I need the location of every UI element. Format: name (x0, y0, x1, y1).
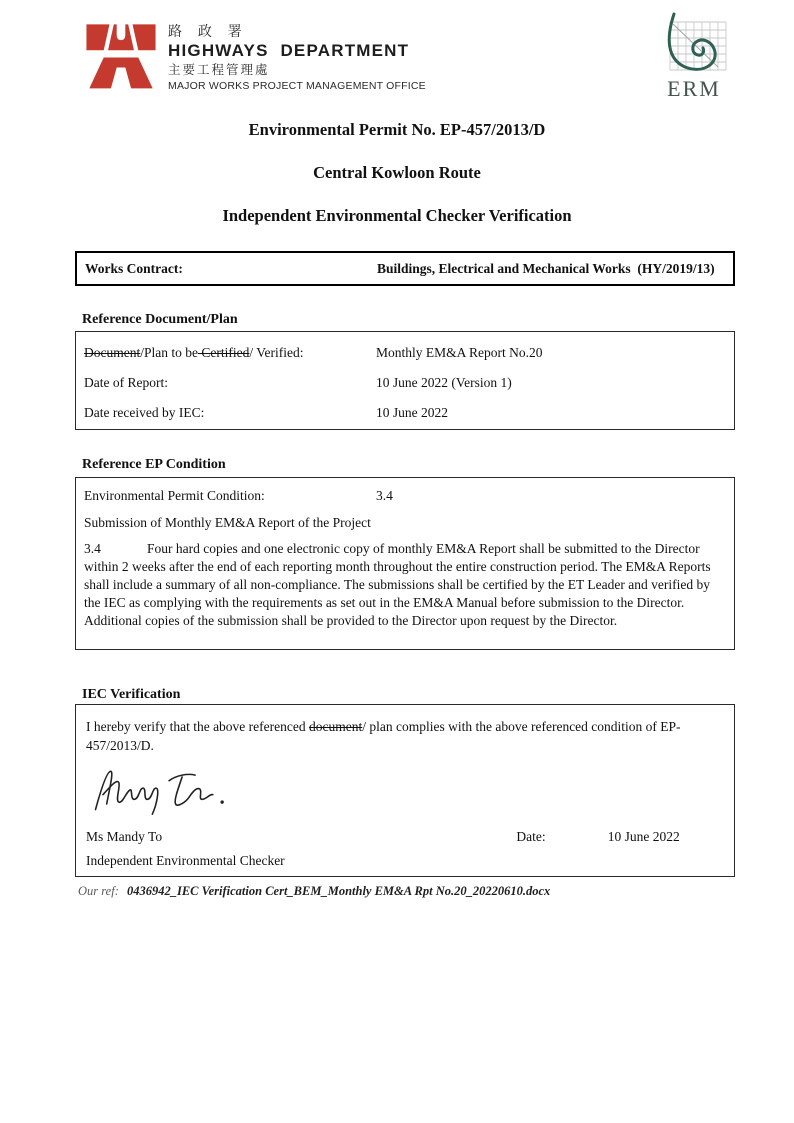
date-value: 10 June 2022 (607, 829, 680, 844)
hyd-english-name: HIGHWAYS DEPARTMENT (168, 41, 410, 60)
iec-statement (86, 717, 724, 755)
clause-text: Four hard copies and one electronic copy of monthly EM&A Report shall be submitted to the Director within 2 weeks after the end of each reporting month throughout the entire construction period. The EM&A Reports shall include a summary of all non-compliance. The submissions shall be certified by the ET Leader and verified by the IEC as complying with the requirements as set out in the EM&A Manual before submission to the Director. Additional copies of the submission shall be provided to the Director upon request by the Director. (84, 541, 711, 628)
permit-number-title: Environmental Permit No. EP-457/2013/D (248, 120, 546, 139)
highways-department-header (85, 20, 426, 93)
iec-verification-heading: IEC Verification (82, 687, 181, 702)
document-type-title: Independent Environmental Checker Verification (222, 206, 572, 225)
erm-wordmark: ERM (667, 76, 721, 101)
date-received-label: Date received by IEC: (84, 405, 205, 420)
date-received-value: 10 June 2022 (376, 405, 448, 420)
signatory-row (86, 827, 724, 846)
reference-document-box (75, 331, 735, 430)
reference-ep-condition-box (75, 477, 735, 650)
document-plan-label (84, 343, 376, 362)
hyd-english-office: MAJOR WORKS PROJECT MANAGEMENT OFFICE (168, 80, 426, 92)
iec-document-strikethrough: document (309, 719, 363, 734)
date-received-row (84, 403, 726, 422)
document-plan-value: Monthly EM&A Report No.20 (376, 345, 543, 360)
signatory-title: Independent Environmental Checker (86, 853, 285, 868)
document-plan-row (84, 343, 726, 362)
erm-logo-graphic (652, 12, 736, 102)
signatory-name: Ms Mandy To (86, 829, 163, 844)
works-contract-box (75, 251, 735, 286)
project-title: Central Kowloon Route (313, 163, 481, 182)
our-ref-line (78, 884, 550, 899)
ep-condition-clause (84, 540, 726, 630)
document-plan-label-mid: /Plan to be (140, 345, 198, 360)
reference-ep-condition-heading: Reference EP Condition (82, 457, 226, 472)
hyd-chinese-office: 主要工程管理處 (168, 63, 270, 77)
date-of-report-label: Date of Report: (84, 375, 168, 390)
signature-image (90, 763, 250, 817)
clause-number: 3.4 (84, 541, 101, 556)
works-contract-label: Works Contract: (85, 260, 183, 276)
ep-condition-value: 3.4 (376, 488, 393, 503)
ep-condition-subheading: Submission of Monthly EM&A Report of the Project (84, 515, 371, 530)
iec-statement-pre: I hereby verify that the above referenced (86, 719, 310, 734)
iec-verification-box (75, 704, 735, 877)
reference-document-heading: Reference Document/Plan (82, 312, 238, 327)
signature-period (220, 800, 223, 803)
date-of-report-value: 10 June 2022 (Version 1) (376, 375, 512, 390)
erm-logo (652, 12, 736, 104)
our-ref-label: Our ref: (78, 884, 119, 898)
ep-condition-label: Environmental Permit Condition: (84, 488, 265, 503)
document-plan-label-end: / Verified: (249, 345, 304, 360)
highways-department-titles (168, 20, 426, 93)
highways-department-logo-icon (85, 20, 157, 92)
works-contract-value: Buildings, Electrical and Mechanical Works (HY/2019/13) (377, 260, 715, 276)
date-of-report-row (84, 373, 726, 392)
certified-strikethrough: Certified (198, 345, 250, 360)
document-strikethrough: Document (84, 345, 141, 360)
date-label: Date: (516, 829, 546, 844)
iec-statement-post: / plan complies with the above referenced condition of EP-457/2013/D. (86, 719, 681, 753)
our-ref-value: 0436942_IEC Verification Cert_BEM_Monthly EM&A Rpt No.20_20220610.docx (126, 884, 551, 898)
hyd-chinese-name: 路 政 署 (168, 23, 248, 39)
ep-condition-row (84, 486, 726, 505)
